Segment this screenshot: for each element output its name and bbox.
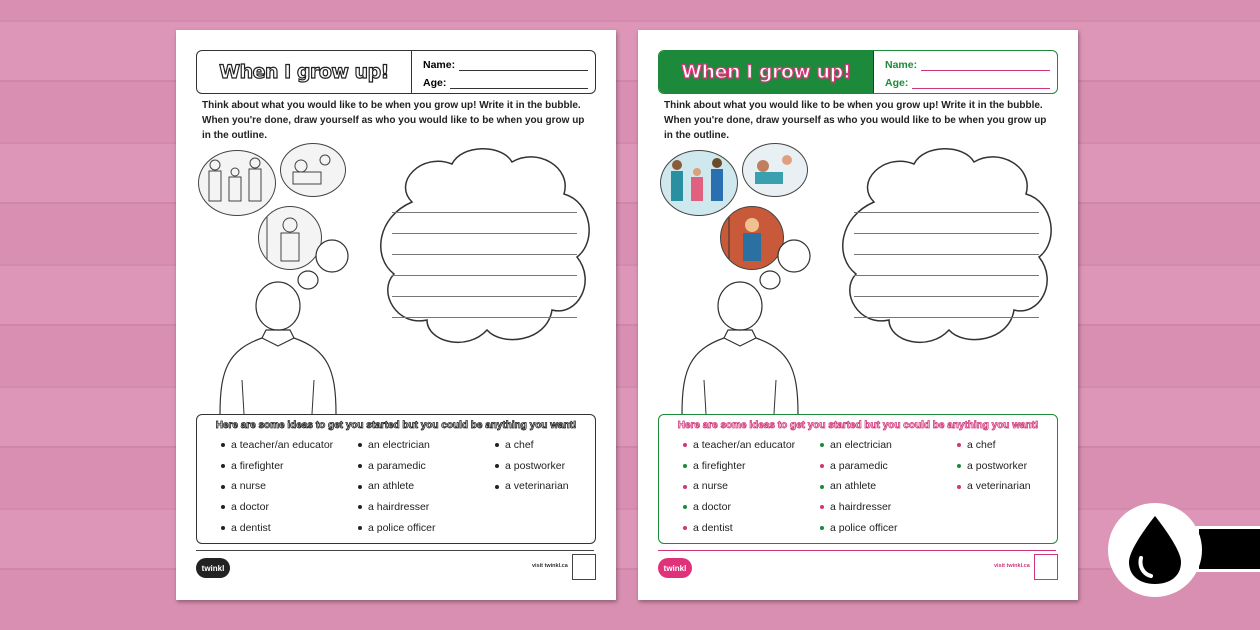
writing-lines	[854, 192, 1039, 318]
idea-item: a hairdresser	[358, 501, 436, 522]
idea-item: an electrician	[820, 439, 898, 460]
instructions: Think about what you would like to be when you grow up! Write it in the bubble. When you're done, draw yourself as who you would like to be when you grow up in the outline.	[664, 100, 1047, 141]
idea-item: a dentist	[221, 522, 333, 543]
idea-item: an athlete	[358, 480, 436, 501]
footer-rule	[658, 550, 1056, 551]
site-url: visit twinkl.ca	[994, 563, 1030, 569]
worksheet-black-white	[176, 30, 616, 600]
age-field: Age:	[885, 73, 1050, 89]
header-box	[196, 50, 596, 94]
age-field: Age:	[423, 73, 588, 89]
worksheet-title: When I grow up!	[681, 61, 851, 83]
ideas-title: Here are some ideas to get you started but you could be anything you want!	[677, 420, 1039, 431]
ink-drop-icon	[1125, 514, 1185, 586]
idea-item: a firefighter	[683, 460, 795, 481]
idea-item: a police officer	[358, 522, 436, 543]
instructions: Think about what you would like to be when you grow up! Write it in the bubble. When you're done, draw yourself as who you would like to be when you grow up in the outline.	[202, 100, 585, 141]
twinkl-logo: twinkl	[658, 558, 692, 578]
ideas-box	[658, 414, 1058, 544]
dentist-illustration	[742, 143, 808, 197]
idea-item: a doctor	[221, 501, 333, 522]
idea-item: a paramedic	[358, 460, 436, 481]
idea-item: a postworker	[495, 460, 569, 481]
idea-item: a teacher/an educator	[221, 439, 333, 460]
writing-lines	[392, 192, 577, 318]
ink-saver-button[interactable]	[1108, 503, 1202, 597]
idea-item: a paramedic	[820, 460, 898, 481]
title-box	[197, 51, 412, 93]
idea-item: a doctor	[683, 501, 795, 522]
quality-badge	[1034, 554, 1058, 580]
person-outline	[680, 280, 800, 414]
idea-item: a hairdresser	[820, 501, 898, 522]
idea-item: a dentist	[683, 522, 795, 543]
ink-saver-bar[interactable]	[1196, 526, 1260, 572]
header-box	[658, 50, 1058, 94]
twinkl-logo: twinkl	[196, 558, 230, 578]
hospital-illustration	[198, 150, 276, 216]
idea-item: an electrician	[358, 439, 436, 460]
title-box	[659, 51, 874, 93]
idea-item: a postworker	[957, 460, 1031, 481]
worksheet-title: When I grow up!	[219, 61, 389, 83]
idea-item: a teacher/an educator	[683, 439, 795, 460]
idea-item: a veterinarian	[495, 480, 569, 501]
hospital-illustration	[660, 150, 738, 216]
idea-item: a firefighter	[221, 460, 333, 481]
idea-item: an athlete	[820, 480, 898, 501]
ideas-title: Here are some ideas to get you started but you could be anything you want!	[215, 420, 577, 431]
idea-item: a chef	[957, 439, 1031, 460]
quality-badge	[572, 554, 596, 580]
idea-item: a veterinarian	[957, 480, 1031, 501]
idea-item: a chef	[495, 439, 569, 460]
dentist-illustration	[280, 143, 346, 197]
name-field: Name:	[885, 55, 1050, 71]
idea-item: a nurse	[221, 480, 333, 501]
worksheet-colour	[638, 30, 1078, 600]
ideas-box	[196, 414, 596, 544]
idea-item: a nurse	[683, 480, 795, 501]
site-url: visit twinkl.ca	[532, 563, 568, 569]
footer-rule	[196, 550, 594, 551]
person-outline	[218, 280, 338, 414]
name-field: Name:	[423, 55, 588, 71]
idea-item: a police officer	[820, 522, 898, 543]
